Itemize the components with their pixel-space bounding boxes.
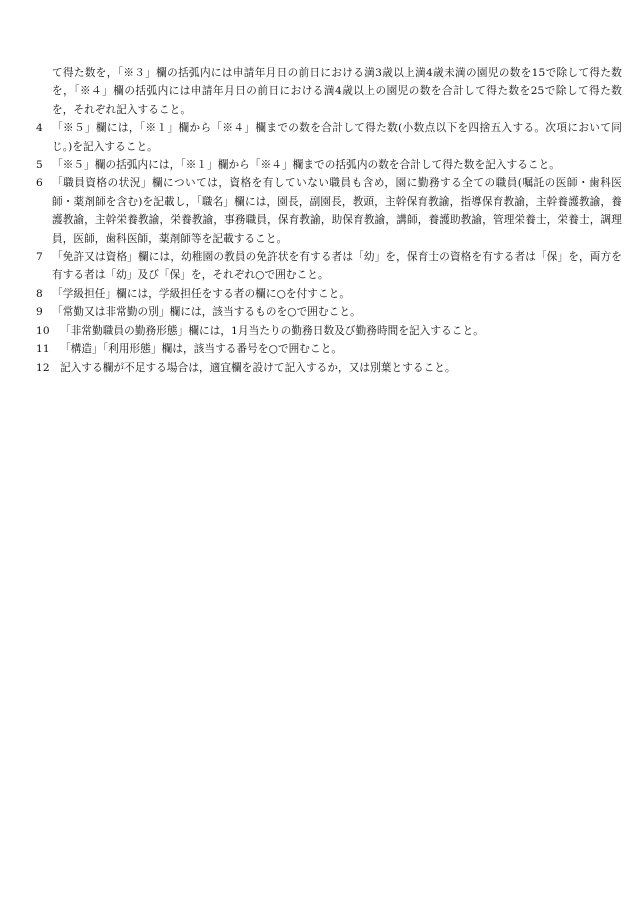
note-item-12 xyxy=(36,359,622,377)
note-item-11 xyxy=(36,340,622,358)
note-text: 「非常勤職員の勤務形態」欄には，1月当たりの勤務日数及び勤務時間を記入すること。 xyxy=(60,324,484,337)
note-item-6 xyxy=(36,174,622,248)
note-number: 10 xyxy=(36,324,50,337)
note-item-5 xyxy=(36,156,622,174)
note-item-4 xyxy=(36,119,622,156)
note-item-8 xyxy=(36,285,622,303)
note-number: 12 xyxy=(36,361,50,374)
note-text: 「構造」「利用形態」欄は，該当する番号を○で囲むこと。 xyxy=(60,343,343,356)
note-text: 「免許又は資格」欄には，幼稚園の教員の免許状を有する者は「幼」を，保育士の資格を有する者は「保」を，両方を有する者は「幼」及び「保」を，それぞれ○で囲むこと。 xyxy=(52,251,622,282)
note-number: 9 xyxy=(36,306,43,319)
note-number: 6 xyxy=(36,177,43,190)
note-text: て得た数を，「※３」欄の括弧内には申請年月日の前日における満3歳以上満4歳未満の園児の数を15で除して得た数を，「※４」欄の括弧内には申請年月日の前日における満4歳以上の園児の数を合計して得た数を25で除して得た数を，それぞれ記入すること。 xyxy=(52,67,622,116)
note-item-7 xyxy=(36,248,622,285)
note-number: 8 xyxy=(36,287,43,300)
note-text: 「学級担任」欄には，学級担任をする者の欄に○を付すこと。 xyxy=(52,287,351,300)
note-text: 「職員資格の状況」欄については，資格を有していない職員も含め，園に勤務する全ての職員(嘱託の医師・歯科医師・薬剤師を含む)を記載し，「職名」欄には，園長，副園長，教頭，主幹保育教諭，指導保育教諭，主幹養護教諭，養護教諭，主幹栄養教諭，栄養教諭，事務職員，保育教諭，助保育教諭，講師，養護助教諭，管理栄養士，栄養士，調理員，医師，歯科医師，薬剤師等を記載すること。 xyxy=(52,177,622,245)
note-text: 「※５」欄には，「※１」欄から「※４」欄までの数を合計して得た数(小数点以下を四捨五入する。次項において同じ。)を記入すること。 xyxy=(52,122,622,153)
note-text: 記入する欄が不足する場合は，適宜欄を設けて記入するか，又は別葉とすること。 xyxy=(60,361,456,374)
note-continuation xyxy=(36,64,622,119)
note-number: 11 xyxy=(36,343,50,356)
note-text: 「常勤又は非常勤の別」欄には，該当するものを○で囲むこと。 xyxy=(52,306,361,319)
note-text: 「※５」欄の括弧内には，「※１」欄から「※４」欄までの括弧内の数を合計して得た数を記入すること。 xyxy=(52,159,560,172)
note-number: 5 xyxy=(36,159,43,172)
note-number: 4 xyxy=(36,122,43,135)
note-item-10 xyxy=(36,322,622,340)
note-number: 7 xyxy=(36,251,43,264)
note-item-9 xyxy=(36,303,622,321)
notes-list xyxy=(36,64,622,377)
